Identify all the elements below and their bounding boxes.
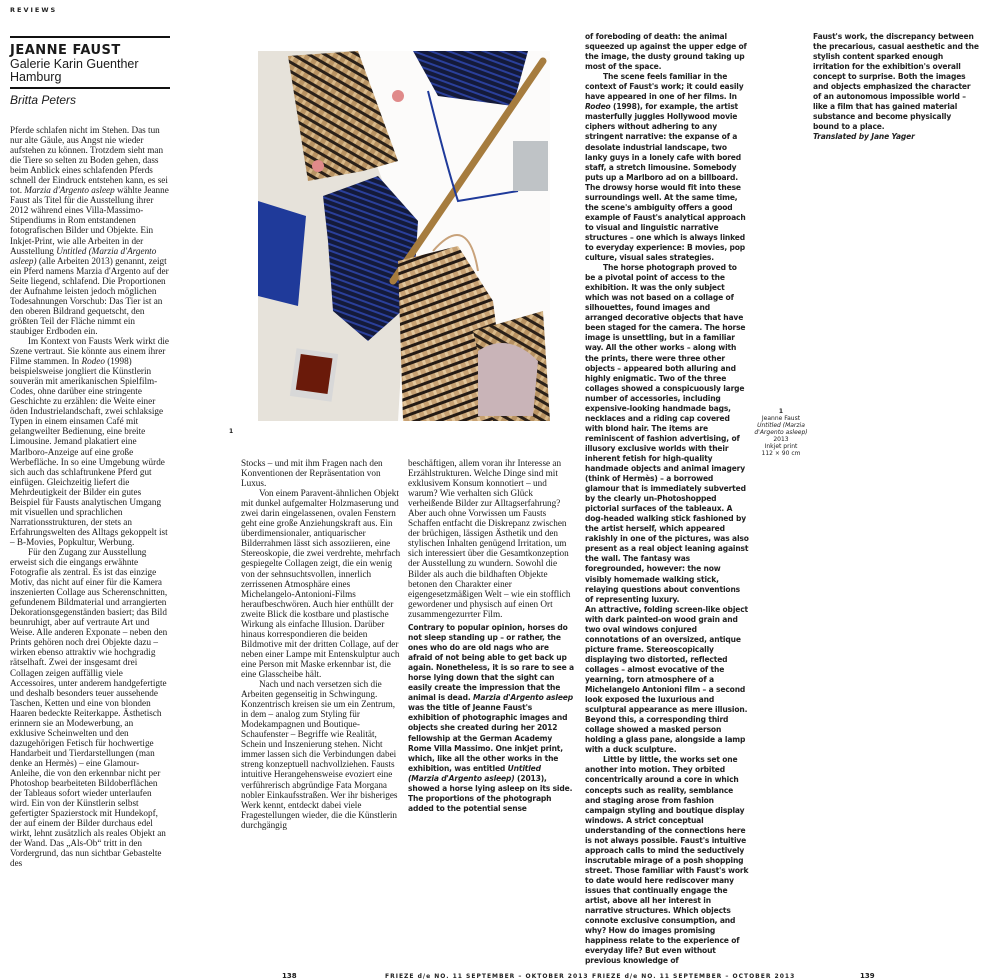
text-run: (2013), showed a horse lying asleep on its side. The proportions of the photograph added to the potential sense [408,773,573,813]
paragraph [241,488,401,679]
figure-caption [752,408,810,457]
italic-text: Untitled (Marzia d'Argento asleep) [10,245,157,266]
text-run: (1998) beispielsweise jongliert die Künstlerin souverän mit amerikanischen Spielfilm-Codes, ohne darüber eine stringente Geschichte zu erzählen: die Weite einer öden Industrielandschaft, zwei schlaksige Typen in einem einsamen Café mit gelangweilter Bedienung, eine breite Limousine. Jemand plakatiert eine Marlboro-Anzeige auf eine große Werbefläche. In so eine Umgebung würde sich auch das schlaftrunkene Pferd gut einfügen. Gleichzeitig liefert die Mehrdeutigkeit der Bilder ein gutes Beispiel für Fausts analytischen Umgang mit visuellen und sprachlichen Narrationsstrukturen, der stets an Erfahrungswelten des Alltags gekoppelt ist – B-Movies, Popkultur, Werbung. [10,356,168,547]
italic-text: Translated by Jane Yager [813,132,915,142]
pink-flower [312,160,324,172]
italic-text: Rodeo [585,102,611,112]
text-run: Stocks – und mit ihm Fragen nach den Konventionen der Repräsentation von Luxus. [241,458,383,489]
paragraph [10,336,170,547]
figure-number: 1 [229,428,234,435]
italic-text: Rodeo [81,356,105,367]
german-column-1 [10,125,170,868]
german-column-2 [241,458,401,830]
author-name: Britta Peters [10,93,77,107]
caption-year: 2013 [773,436,789,443]
caption-title: Untitled (Marzia d'Argento asleep) [754,422,808,436]
text-run: wählte Jeanne Faust als Titel für die Ausstellung ihrer 2012 während eines Villa-Massimo-Stipendiums in Rom entstandenen fotografischen Bilder und Objekte. Ein Inkjet-Print, wie alle Arbeiten in der Ausstellung [10,185,169,256]
german-column-3 [408,458,572,619]
english-column-2 [585,32,749,966]
text-run: Im Kontext von Fausts Werk wirkt die Szene vertraut. Sie könnte aus einem ihrer Filme stammen. In [10,335,169,367]
paragraph [241,458,401,488]
metal-lamp [513,141,548,191]
paragraph [10,125,170,336]
text-run: was the title of Jeanne Faust's exhibition of photographic images and objects she created during her 2012 fellowship at the German Academy Rome Villa Massimo. One inkjet print, which, like all the other works in the exhibition, was entitled [408,703,568,773]
paragraph [585,32,749,72]
text-run: Faust's work, the discrepancy between the precarious, casual aesthetic and the stylish content sparked enough irritation for the exhibition's overall concept to surprise. Both the images and objects emphasized the character of an autonomous impossible world – like a film that has gained material substance and become physically bound to a place. [813,32,979,132]
artwork-photo [258,51,550,421]
section-label: REVIEWS [10,6,58,14]
gallery-name: Galerie Karin Guenther [10,57,139,71]
caption-medium: Inkjet print [764,443,798,450]
framed-picture-inner [296,354,333,394]
page-number-right: 139 [860,972,875,980]
pink-flower-2 [392,90,404,102]
english-column-3 [813,32,979,143]
caption-artist: Jeanne Faust [761,415,801,422]
text-run: Little by little, the works set one another into motion. They orbited concentrically around a core in which concepts such as reality, semblance and staging arose from fashion campaign styling and boutique display windows. A strict conceptual understanding of the connections here is not always possible. Faust's intuitive approach calls to mind the seductively inscrutable mirage of a posh shopping street. Those familiar with Faust's work to date would here rediscover many issues that continually engage the artist, above all her interest in narrative structures. Which objects connote exclusive consumption, and why? How do images promising happiness relate to the experience of everyday life? But even without previous knowledge of [585,755,749,966]
text-run: The scene feels familiar in the context of Faust's work; it could easily have appeared in one of her films. In [585,72,744,102]
paragraph [585,72,749,263]
text-run: The horse photograph proved to be a pivotal point of access to the exhibition. It was the only subject which was not based on a collage of silhouettes, found images and arranged decorative objects that have been staged for the camera. The horse image is unsettling, but in a familiar way. All the other works – along with the prints, there were three other objects – appeared both alluring and highly enigmatic. Two of the three collages showed a conspicuously large number of accessories, including expensive-looking handmade bags, necklaces and a riding cap covered with blond hair. The items are reminiscent of fashion advertising, of illusory exclusive worlds with their inherent fetish for high-quality handmade objects and animal imagery (think of Hermès) – a borrowed glamour that is immediately subverted by the clearly un-Photoshopped pictorial surfaces of the tableaux. A dog-headed walking stick fashioned by the artist herself, which appeared rakishly in one of the pictures, was also present as a real object leaning against the wall. The fantasy was foregrounded, however: the now visibly homemade walking stick, relaying questions about conventions of representing luxury. [585,263,749,604]
text-run: Contrary to popular opinion, horses do not sleep standing up – or rather, the ones who do are old nags who are afraid of not being able to get back up again. Nonetheless, it is so rare to see a horse lying down that the sight can easily create the impression that the animal is dead. [408,623,574,703]
italic-text: Marzia d'Argento asleep [473,693,574,703]
italic-text: Marzia d'Argento asleep [24,185,115,196]
paragraph [585,263,749,605]
italic-text: Untitled (Marzia d'Argento asleep) [408,763,541,783]
text-run: (alle Arbeiten 2013) genannt, zeigt ein Pferd namens Marzia d'Argento auf der Seite liegend, schlafend. Die Proportionen der Aufnahme leisten jedoch möglichen Todesahnungen Vorschub: Das Tier ist an den oberen Bildrand gequetscht, den größten Teil der Fläche nimmt ein staubiger Erdboden ein. [10,255,169,336]
text-run: Nach und nach versetzen sich die Arbeiten gegenseitig in Schwingung. Konzentrisch kreisen sie um ein Zentrum, in dem – analog zum Styling für Modekampagnen und Boutique-Schaufenster – Begriffe wie Realität, Schein und Inszenierung stehen. Nicht immer lassen sich die Verbindungen dabei streng konzeptuell nachvollziehen. Fausts intuitive Herangehensweise evoziert eine verführerisch abgründige Fata Morgana nobler Einkaufsstraßen. Wer ihr bisheriges Werk kennt, entdeckt dabei viele Fragestellungen wieder, die die Künstlerin durchgängig [241,679,398,830]
paragraph [585,755,749,966]
text-run: of foreboding of death: the animal squeezed up against the upper edge of the image, the dusty ground taking up most of the space. [585,32,747,72]
text-run: Für den Zugang zur Ausstellung erweist sich die eingangs erwähnte Fotografie als zentral. Es ist das einzige Motiv, das nicht auf einer für die Kamera inszenierten Collage aus Scherenschnitten, gefundenem Bildmaterial und arrangierten Dekorationsgegenständen basiert; das Bild beunruhigt, aber auf vertraute Art und Weise. Alle anderen Exponate – neben den Prints gehören noch drei Objekte dazu – wirken ebenso attraktiv wie hochgradig rätselhaft. Zwei der insgesamt drei Collagen zeigen auffällig viele Accessoires, unter anderem handgefertigte und deshalb besonders teuer aussehende Taschen, Ketten und eine von blonden Haaren bedeckte Reiterkappe. Ästhetisch erinnern sie an Modewerbung, an exklusive Scheinwelten und den dazugehörigen Fetisch für hochwertige Handarbeit und Tierdarstellungen (man denke an Hermès) – eine Glamour-Anleihe, die von den erkennbar nicht per Photoshop bearbeiteten Bildoberflächen der Tableaus sofort wieder unterlaufen wird. Ein von der Künstlerin selbst gefertigter Spazierstock mit Hundekopf, der auf einem der Bilder durchaus edel wirkt, lehnt zusätzlich als reales Objekt an der Wand. Das „Als-Ob“ tritt in den Vordergrund, das nun sichtbar Gebastelte des [10,546,168,869]
collage-illustration [258,51,550,421]
gallery-city: Hamburg [10,70,62,84]
text-run: (1998), for example, the artist masterfully juggles Hollywood movie ciphers without adhering to any stringent narrative: the expanse of a desolate industrial landscape, two lanky guys in a lonely cafe with bored staff, a stretch limousine. Somebody puts up a Marlboro ad on a billboard. The drowsy horse would fit into these surroundings well. At the same time, the scene's ambiguity offers a good example of Faust's analytical approach to visual and linguistic narrative structures – one which is always linked to everyday experience: B movies, pop culture, visual sales strategies. [585,102,746,263]
running-footer-right: FRIEZE d/e NO. 11 SEPTEMBER – OCTOBER 2013 [592,973,796,980]
artist-name: JEANNE FAUST [10,43,121,58]
text-run: Pferde schlafen nicht im Stehen. Das tun nur alte Gäule, aus Angst nie wieder aufstehen zu können. Trotzdem sieht man die Tiere so selten zu Boden gehen, dass beim Anblick eines schlafenden Pferds schnell der Eindruck entstehen kann, es sei tot. [10,125,168,196]
paragraph [408,623,574,814]
header-bottom-rule [10,87,170,89]
paragraph [10,547,170,869]
caption-size: 112 × 90 cm [761,450,801,457]
page-number-left: 138 [282,972,297,980]
paragraph [813,32,979,132]
blue-card [258,201,306,306]
paragraph [813,132,979,142]
text-run: Von einem Paravent-ähnlichen Objekt mit dunkel aufgemalter Holzmaserung und zwei darin eingelassenen, ovalen Fenstern geht eine große Anziehungskraft aus. Ein überdimensionaler, antiquarischer Bilderrahmen lässt sich assoziieren, eine Stereoskopie, die zwei verdrehte, mehrfach gespiegelte Collagen zeigt, die ein wenig von der sehnsuchtsvollen, innerlich zerrissenen Atmosphäre eines Michelangelo-Antonioni-Films heraufbeschwören. Auch hier enthüllt der zweite Blick die kostbare und plastische Wirkung als einfache Illusion. Darüber hinaus korrespondieren die beiden Bildmotive mit der dritten Collage, auf der neben einer Lampe mit Entenskulptur auch eine Person mit Maske erkennbar ist, die eine Glasscheibe hält. [241,488,401,679]
english-column-1 [408,623,574,814]
paragraph [585,605,749,756]
paragraph [241,679,401,830]
text-run: An attractive, folding screen-like object with dark painted-on wood grain and two oval windows conjured connotations of an oversized, antique picture frame. Stereoscopically displaying two distorted, reflected collages – almost evocative of the yearning, torn atmosphere of a Michelangelo Antonioni film – a second look exposed the luxurious and sculptural appearance as mere illusion. Beyond this, a corresponding third collage showed a masked person holding a glass pane, alongside a lamp with a duck sculpture. [585,604,748,755]
text-run: beschäftigen, allem voran ihr Interesse an Erzählstrukturen. Welche Dinge sind mit exklusivem Konsum konnotiert – und warum? Wie verhalten sich Glück verheißende Bilder zur Alltagserfahrung? Aber auch ohne Vorwissen um Fausts Schaffen entfacht die Diskrepanz zwischen der brüchigen, lässigen Ästhetik und den stylischen Inhalten genügend Irritation, um sich interessiert über die Gesamtkonzeption der Ausstellung zu wundern. Sowohl die Bilder als auch die bildhaften Objekte betonen den Charakter einer eigengesetzmäßigen Welt – wie ein stofflich gewordener und physisch auf einen Ort zusammengezurrter Film. [408,458,571,619]
header-top-rule [10,36,170,38]
caption-number: 1 [778,408,784,415]
article-header [10,36,170,107]
running-footer-left: FRIEZE d/e NO. 11 SEPTEMBER – OKTOBER 2013 [385,973,589,980]
fabric-pink [478,343,538,416]
paragraph [408,458,572,619]
